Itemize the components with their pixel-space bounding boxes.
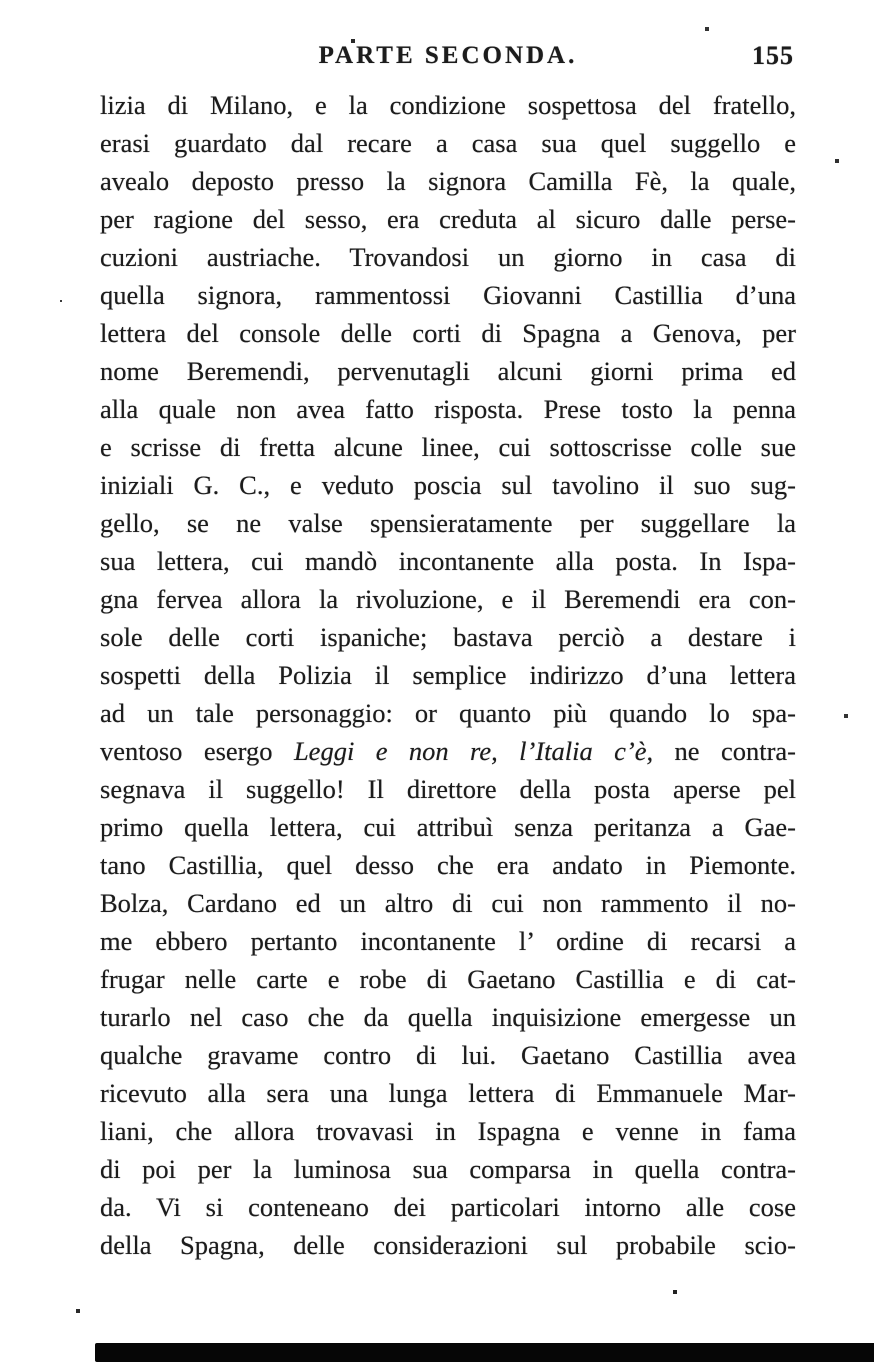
page-header [100,42,796,78]
line-segment: sospetti della Polizia il semplice indirizzo d’una lettera [100,660,796,690]
text-line [100,238,796,276]
scan-noise-specks [0,0,2,2]
text-line [100,656,796,694]
line-segment: me ebbero pertanto incontanente l’ ordine di recarsi a [100,926,796,956]
line-segment: primo quella lettera, cui attribuì senza peritanza a Gae- [100,812,796,842]
line-segment: nome Beremendi, pervenutagli alcuni giorni prima ed [100,356,796,386]
line-segment: quella signora, rammentossi Giovanni Castillia d’una [100,280,796,310]
scan-artifact-bar [95,1343,874,1362]
line-segment: qualche gravame contro di lui. Gaetano Castillia avea [100,1040,796,1070]
text-line [100,1150,796,1188]
line-segment: cuzioni austriache. Trovandosi un giorno in casa di [100,242,796,272]
text-line [100,1188,796,1226]
text-line [100,884,796,922]
line-segment: tano Castillia, quel desso che era andato in Piemonte. [100,850,796,880]
text-line [100,314,796,352]
line-segment: gello, se ne valse spensieratamente per suggellare la [100,508,796,538]
line-segment: sole delle corti ispaniche; bastava perciò a destare i [100,622,796,652]
text-line [100,960,796,998]
line-segment: di poi per la luminosa sua comparsa in quella contra- [100,1154,796,1184]
line-segment: e scrisse di fretta alcune linee, cui sottoscrisse colle sue [100,432,796,462]
line-segment: lizia di Milano, e la condizione sospettosa del fratello, [100,90,796,120]
line-segment: segnava il suggello! Il direttore della posta aperse pel [100,774,796,804]
line-segment: sua lettera, cui mandò incontanente alla posta. In Ispa- [100,546,796,576]
line-segment: gna fervea allora la rivoluzione, e il Beremendi era con- [100,584,796,614]
italic-motto-text: Leggi e non re, l’Italia c’è, [293,736,654,766]
text-line [100,1036,796,1074]
text-line [100,1074,796,1112]
text-line [100,390,796,428]
line-segment: erasi guardato dal recare a casa sua quel suggello e [100,128,796,158]
text-line [100,922,796,960]
line-segment: turarlo nel caso che da quella inquisizione emergesse un [100,1002,796,1032]
section-title: PARTE SECONDA. [318,42,578,69]
text-line [100,694,796,732]
text-line [100,998,796,1036]
line-segment: per ragione del sesso, era creduta al sicuro dalle perse- [100,204,796,234]
line-segment: iniziali G. C., e veduto poscia sul tavolino il suo sug- [100,470,796,500]
text-line [100,428,796,466]
text-line [100,352,796,390]
text-line [100,200,796,238]
text-line [100,86,796,124]
text-line [100,1226,796,1264]
text-line [100,846,796,884]
text-line [100,276,796,314]
body-text [100,86,796,1264]
text-line [100,162,796,200]
line-segment: della Spagna, delle considerazioni sul probabile scio- [100,1230,796,1260]
text-line [100,466,796,504]
text-line [100,124,796,162]
line-segment: ventoso esergo [100,736,294,766]
text-line [100,770,796,808]
text-line [100,1112,796,1150]
line-segment: avealo deposto presso la signora Camilla Fè, la quale, [100,166,796,196]
text-line [100,504,796,542]
text-line [100,542,796,580]
line-segment: lettera del console delle corti di Spagna a Genova, per [100,318,796,348]
line-segment: ricevuto alla sera una lunga lettera di Emmanuele Mar- [100,1078,796,1108]
line-segment: frugar nelle carte e robe di Gaetano Castillia e di cat- [100,964,796,994]
line-segment: alla quale non avea fatto risposta. Prese tosto la penna [100,394,796,424]
text-line [100,732,796,770]
page-number: 155 [752,41,794,70]
line-segment: liani, che allora trovavasi in Ispagna e venne in fama [100,1116,796,1146]
text-line [100,618,796,656]
text-line [100,808,796,846]
line-segment: Bolza, Cardano ed un altro di cui non rammento il no- [100,888,796,918]
line-segment: ne contra- [653,736,796,766]
text-line [100,580,796,618]
line-segment: da. Vi si conteneano dei particolari intorno alle cose [100,1192,796,1222]
line-segment: ad un tale personaggio: or quanto più quando lo spa- [100,698,796,728]
